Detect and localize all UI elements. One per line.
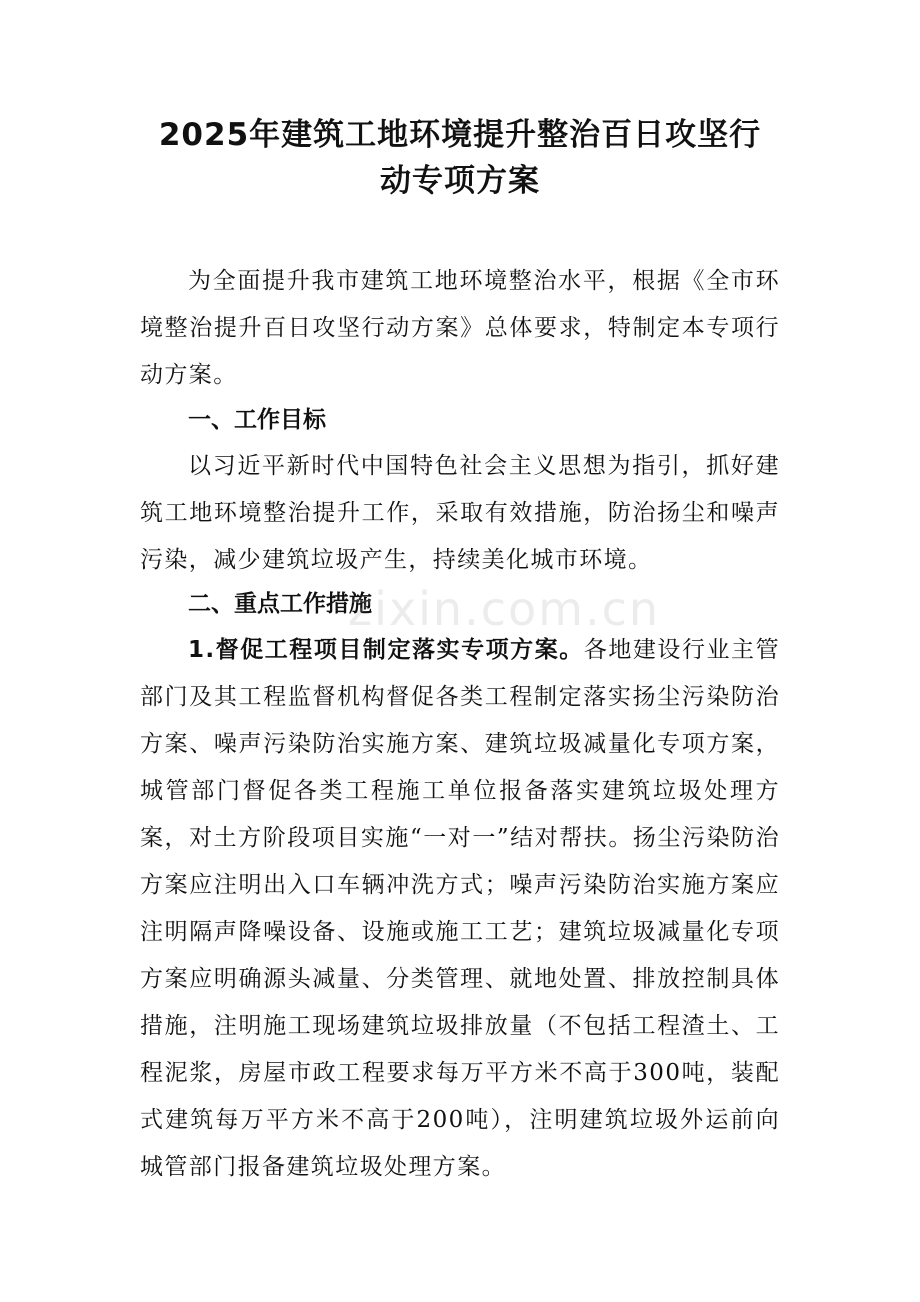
section-heading-goals: 一、工作目标: [188, 407, 326, 433]
measure-item-1: [140, 627, 780, 1191]
title-line-2: 动专项方案: [380, 163, 540, 199]
document-title: [100, 112, 820, 204]
goals-paragraph: 以习近平新时代中国特色社会主义思想为指引，抓好建筑工地环境整治提升工作，采取有效措施，防治扬尘和噪声污染，减少建筑垃圾产生，持续美化城市环境。: [140, 453, 780, 573]
watermark: zixin.com.cn: [348, 582, 661, 636]
measure-item-1-body: 各地建设行业主管部门及其工程监督机构督促各类工程制定落实扬尘污染防治方案、噪声污染防治实施方案、建筑垃圾减量化专项方案，城管部门督促各类工程施工单位报备落实建筑垃圾处理方案，对土方阶段项目实施“一对一”结对帮扶。扬尘污染防治方案应注明出入口车辆冲洗方式；噪声污染防治实施方案应注明隔声降噪设备、设施或施工工艺；建筑垃圾减量化专项方案应明确源头减量、分类管理、就地处置、排放控制具体措施，注明施工现场建筑垃圾排放量（不包括工程渣土、工程泥浆，房屋市政工程要求每万平方米不高于300吨，装配式建筑每万平方米不高于200吨），注明建筑垃圾外运前向城管部门报备建筑垃圾处理方案。: [140, 637, 781, 1180]
title-line-1: 2025年建筑工地环境提升整治百日攻坚行: [158, 117, 762, 153]
measure-item-1-lead: 1.督促工程项目制定落实专项方案。: [188, 637, 584, 663]
intro-paragraph: 为全面提升我市建筑工地环境整治水平，根据《全市环境整治提升百日攻坚行动方案》总体要求，特制定本专项行动方案。: [140, 268, 780, 388]
section-heading-measures: 二、重点工作措施: [188, 591, 372, 617]
